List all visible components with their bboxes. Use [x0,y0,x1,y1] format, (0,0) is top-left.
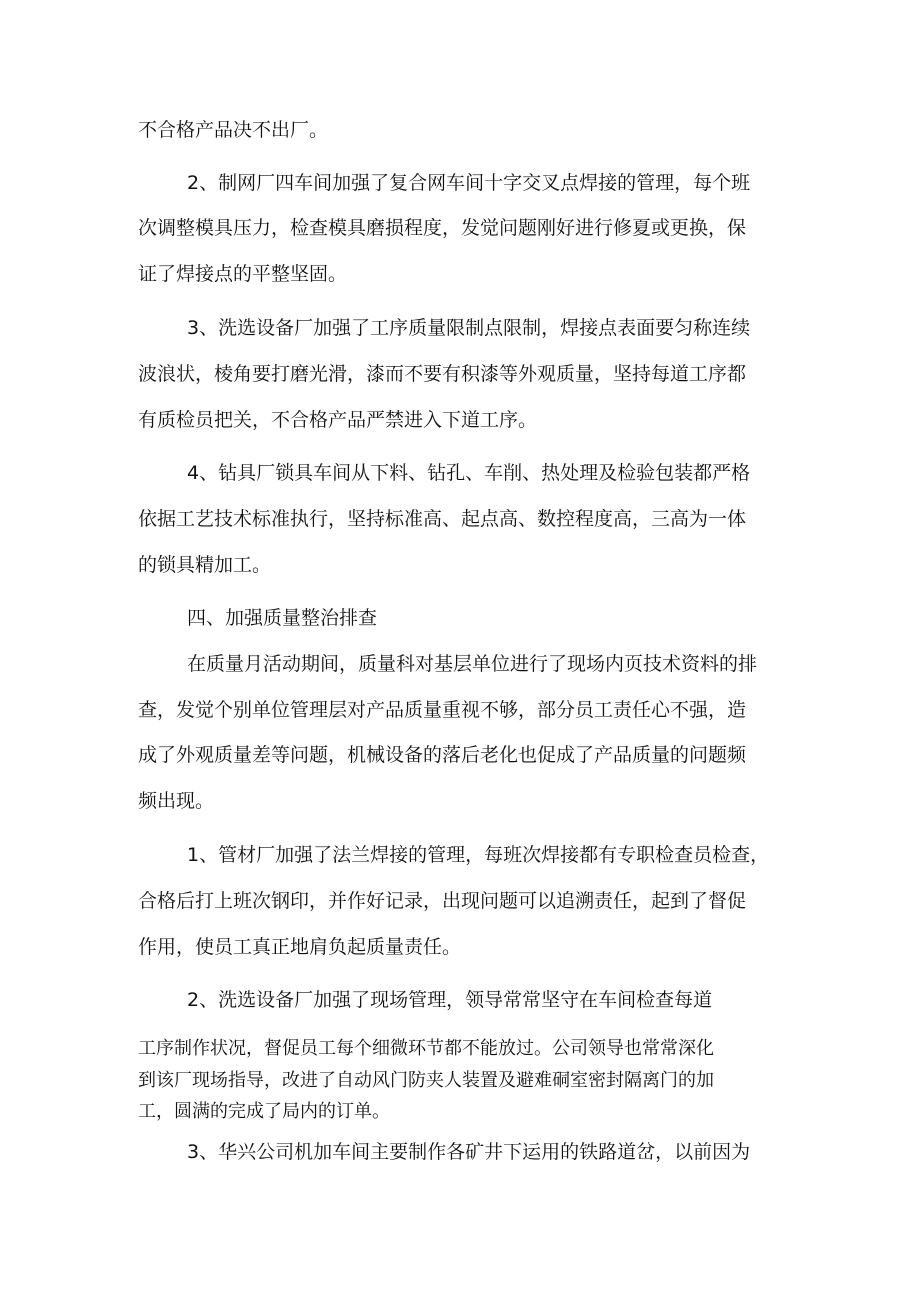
text-line: 证了焊接点的平整坚固。 [138,263,348,285]
text-line: 成了外观质量差等问题，机械设备的落后老化也促成了产品质量的问题频 [138,744,747,766]
text-line: 不合格产品决不出厂。 [138,119,329,141]
text-line: 1、管材厂加强了法兰焊接的管理，每班次焊接都有专职检查员检查， [187,844,770,866]
text-line: 有质检员把关，不合格产品严禁进入下道工序。 [138,409,538,431]
text-line: 2、洗选设备厂加强了现场管理，领导常常坚守在车间检查每道 [187,989,713,1011]
text-line: 合格后打上班次钢印，并作好记录，出现问题可以追溯责任，起到了督促 [138,890,747,912]
text-line: 波浪状，棱角要打磨光滑，漆而不要有积漆等外观质量，坚持每道工序都 [138,363,747,385]
text-line: 到该厂现场指导，改进了自动风门防夹人装置及避难硐室密封隔离门的加 [138,1070,714,1091]
text-line: 查，发觉个别单位管理层对产品质量重视不够，部分员工责任心不强，造 [138,699,747,721]
text-line: 在质量月活动期间，质量科对基层单位进行了现场内页技术资料的排 [187,653,758,675]
text-line: 次调整模具压力，检查模具磨损程度，发觉问题刚好进行修夏或更换，保 [138,217,747,239]
text-line: 3、洗选设备厂加强了工序质量限制点限制，焊接点表面要匀称连续 [187,317,751,339]
text-line: 频出现。 [138,790,215,812]
text-line: 工序制作状况，督促员工每个细微环节都不能放过。公司领导也常常深化 [138,1038,714,1059]
text-line: 2、制网厂四车间加强了复合网车间十字交叉点焊接的管理，每个班 [187,172,751,194]
text-line: 4、钻具厂锁具车间从下料、钻孔、车削、热处理及检验包装都严格 [187,462,751,484]
text-line: 依据工艺技术标准执行，坚持标准高、起点高、数控程度高，三高为一体 [138,508,747,530]
text-line: 3、华兴公司机加车间主要制作各矿井下运用的铁路道岔，以前因为 [187,1141,751,1163]
text-line: 作用，使员工真正地肩负起质量责任。 [138,936,462,958]
text-line: 的锁具精加工。 [138,554,272,576]
text-line: 工，圆满的完成了局内的订单。 [138,1101,390,1122]
section-heading: 四、加强质量整治排查 [187,607,378,629]
